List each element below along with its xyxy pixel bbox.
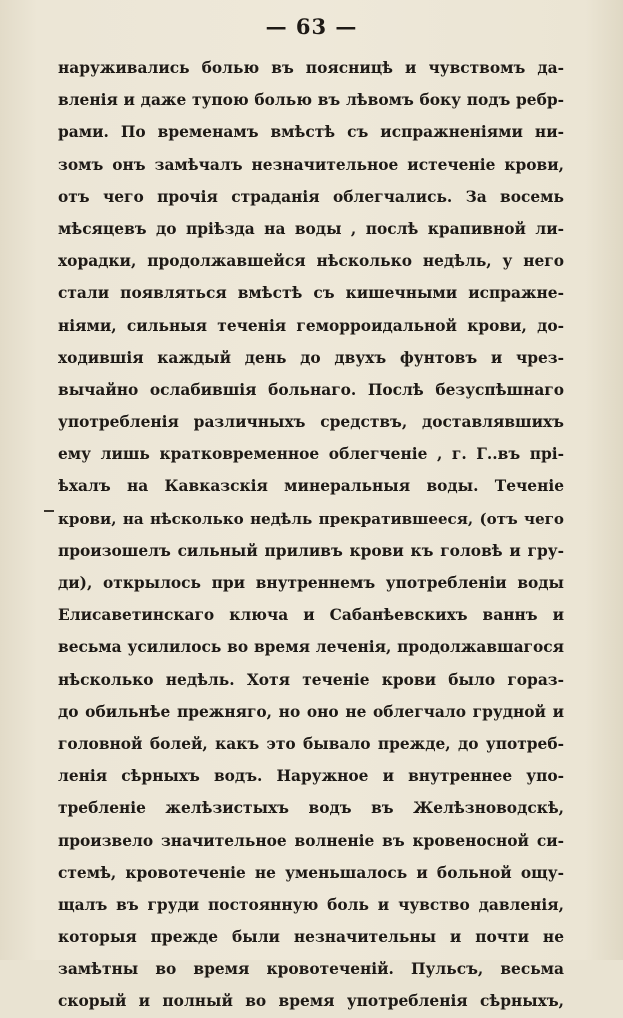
text-line: которыя прежде были незначительны и почти не bbox=[58, 928, 564, 947]
text-line: ди), открылось при внутреннемъ употребленіи воды bbox=[58, 574, 564, 592]
text-line: стали появляться вмѣстѣ съ кишечными испражне- bbox=[58, 284, 564, 303]
body-text bbox=[58, 52, 564, 1018]
text-line: скорый и полный во время употребленія сѣрныхъ, bbox=[58, 992, 564, 1011]
page-number: — 63 — bbox=[265, 14, 358, 39]
text-line: рами. По временамъ вмѣстѣ съ испражненіями ни- bbox=[58, 123, 564, 142]
text-line: стемѣ, кровотеченіе не уменьшалось и больной ощу- bbox=[58, 863, 564, 882]
text-line: требленіе желѣзистыхъ водъ въ Желѣзноводскѣ, bbox=[58, 799, 564, 818]
text-line: Елисаветинскаго ключа и Сабанѣевскихъ ваннъ и bbox=[58, 606, 564, 625]
margin-mark bbox=[44, 510, 54, 512]
text-line: мѣсяцевъ до пріѣзда на воды , послѣ крапивной ли- bbox=[58, 219, 564, 238]
text-line: наруживались болью въ поясницѣ и чувствомъ да- bbox=[58, 59, 564, 77]
text-line: употребленія различныхъ средствъ, доставлявшихъ bbox=[58, 413, 564, 432]
text-line: до обильнѣе прежняго, но оно не облегчало грудной и bbox=[58, 702, 564, 721]
text-line: ніями, сильныя теченія геморроидальной крови, до- bbox=[58, 316, 564, 335]
text-line: отъ чего прочія страданія облегчались. За восемь bbox=[58, 187, 564, 206]
text-line: головной болей, какъ это бывало прежде, до употреб- bbox=[58, 734, 564, 753]
text-line: хорадки, продолжавшейся нѣсколько недѣль, у него bbox=[58, 252, 564, 271]
text-line: зомъ онъ замѣчалъ незначительное истеченіе крови, bbox=[58, 155, 564, 174]
text-line: вычайно ослабившія больнаго. Послѣ безуспѣшнаго bbox=[58, 380, 564, 399]
text-line: ленія сѣрныхъ водъ. Наружное и внутреннее упо- bbox=[58, 767, 564, 786]
text-line: ему лишь кратковременное облегченіе , г. Г..въ прі- bbox=[58, 445, 564, 464]
text-line: ходившія каждый день до двухъ фунтовъ и чрез- bbox=[58, 348, 564, 367]
text-line: весьма усилилось во время леченія, продолжавшагося bbox=[58, 638, 564, 657]
text-line: щалъ въ груди постоянную боль и чувство давленія, bbox=[58, 895, 564, 914]
text-line: крови, на нѣсколько недѣль прекратившееся, (отъ чего bbox=[58, 509, 564, 528]
text-line: ѣхалъ на Кавказскія минеральныя воды. Теченіе bbox=[58, 477, 564, 496]
text-line: замѣтны во время кровотеченій. Пульсъ, весьма bbox=[58, 960, 564, 979]
text-line: произвело значительное волненіе въ кровеносной си- bbox=[58, 831, 564, 850]
text-line: нѣсколько недѣль. Хотя теченіе крови было гораз- bbox=[58, 670, 564, 689]
text-line: вленія и даже тупою болью въ лѣвомъ боку подъ ребр- bbox=[58, 91, 564, 110]
text-line: произошелъ сильный приливъ крови къ головѣ и гру- bbox=[58, 541, 564, 560]
